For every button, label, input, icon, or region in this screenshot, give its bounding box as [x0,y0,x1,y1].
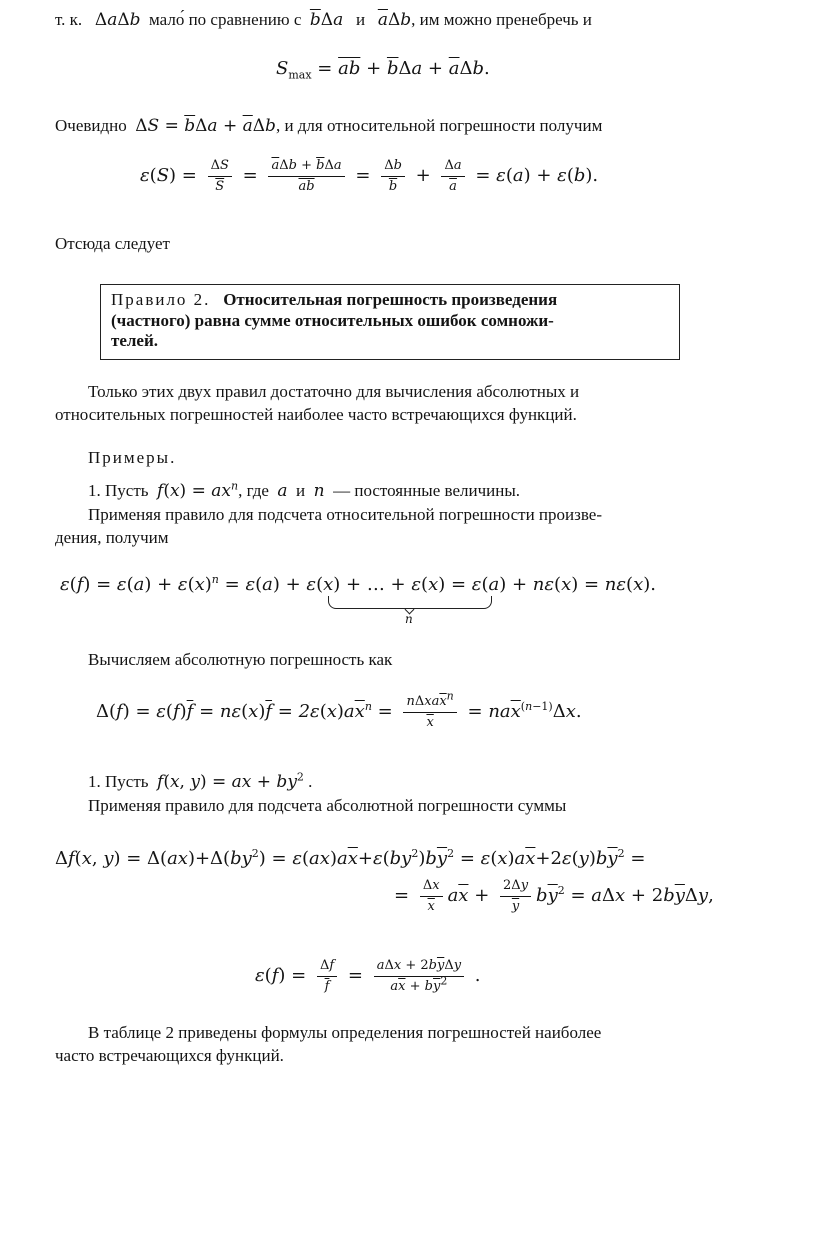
text-line-6b: часто встречающихся функций. [55,1046,284,1065]
example-2-line-2: Применяя правило для подсчета абсолютной погрешности суммы [88,796,567,815]
math-inline: $\Delta S = \overline{b}\Delta a + \overline{a}\Delta b$ [135,116,276,136]
equation-delta-fxy-2: = $\frac{\Delta x}{x}$ $a\overline{x}$ + $\frac{2\Delta y}{y}$ $b\overline{y}^2 = a\Delta x + 2b\overline{y}\Delta y$, [394,878,714,914]
text-line-4b: относительных погрешностей наиболее часто встречающихся функций. [55,405,577,424]
example-1-line-2: Применяя правило для подсчета относительной погрешности произве- [88,505,602,524]
example-1-line: 1. Пусть $f(x) = ax^n$, где a и n — постоянные величины. [88,479,520,501]
underbrace [328,596,492,609]
examples-heading: Примеры. [88,448,177,467]
rule-line-2: (частного) равна сумме относительных ошибок сомножи- [111,310,554,330]
text-line-1: т. к. ΔaΔb мало́ по сравнению с $\overline{b}\Delta a$ и $\overline{a}\Delta b$, им можно пренебречь и [55,10,592,30]
rule-line-3: телей. [111,331,159,351]
text-line-2: Очевидно $\Delta S = \overline{b}\Delta a + \overline{a}\Delta b$, и для относительной погрешности получим [55,116,603,136]
rule-line-1: Правило 2. Относительная погрешность произведения [111,290,558,309]
math-inline: $f(x) = ax^n$ [157,479,239,501]
math-inline: f(x, y) = ax + $by^2$ [157,770,304,792]
equation-eps-f: $\varepsilon(f) = \varepsilon(a) + \varepsilon(x)^n = \varepsilon(a) + \varepsilon(x)$ + … + ε(x) = ε(a) + nε(x) = nε(x). [60,573,656,595]
math-inline: ΔaΔb [94,10,141,30]
equation-eps-s: ε(S) = $\frac{\Delta S}{S}$ = $\frac{\overline{a}\Delta b + \overline{b}\Delta a}{ab}$ = $\frac{\Delta b}{b}$ + $\frac{\Delta a}{a}$ = ε(a) + ε(b). [140,158,599,194]
equation-delta-fxy-1: Δf(x, $y) = \Delta(ax)+\Delta(by^2) = \varepsilon(ax)a\overline{x}+\varepsilon(by^2)b\overline{y}^2 = \varepsilon(x)a\overline{x}+2\varepsilon(y)b\overline{y}^2$ = [55,847,646,869]
text-line-4a: Только этих двух правил достаточно для вычисления абсолютных и [88,382,580,401]
text-line-6a: В таблице 2 приведены формулы определения погрешностей наиболее [88,1023,602,1042]
equation-eps-f-final: ε(f) = $\frac{\Delta f}{f}$ = $\frac{a\Delta x + 2b\overline{y}\Delta y}{a\overline{x} + b\overline{y}^2}$ . [255,958,481,994]
example-2-line: 1. Пусть f(x, y) = ax + $by^2$ . [88,770,313,792]
example-1-line-3: дения, получим [55,528,169,547]
equation-delta-f: $\Delta(f) = \varepsilon(f)\overline{f} = n\varepsilon(x)\overline{f} = 2\varepsilon(x)a\overline{x}^n$ = $\frac{n\Delta xa\overline{x}^n}{x}$ = $na\overline{x}^{(n-1)}\Delta x$. [96,689,582,730]
underbrace-label: n [405,612,413,626]
text-line-5: Вычисляем абсолютную погрешность как [88,650,393,669]
math-inline: $\overline{b}\Delta a$ [309,10,344,30]
equation-smax: $S_{max} = \overline{ab} + \overline{b}\Delta a + \overline{a}\Delta b$. [276,58,490,82]
text-line-3: Отсюда следует [55,234,170,253]
rule-box [100,284,680,360]
math-inline: $\overline{a}\Delta b$ [377,10,412,30]
